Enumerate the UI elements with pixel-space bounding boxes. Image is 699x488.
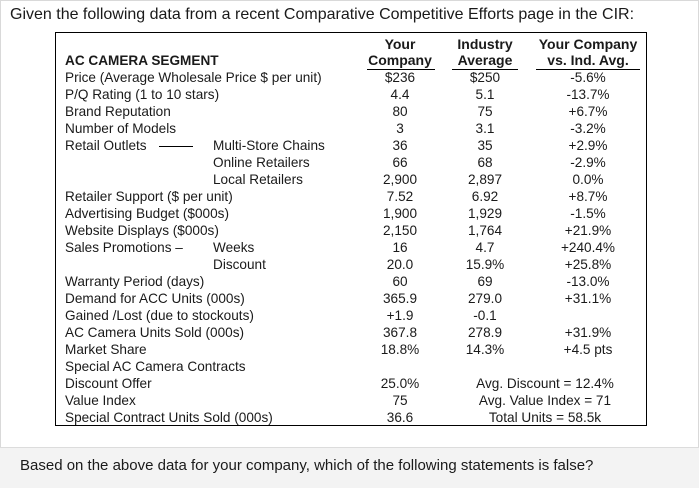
- special-contracts-title: Special AC Camera Contracts: [65, 359, 246, 374]
- retail-outlets-dash: [159, 146, 193, 147]
- header-your-company: Your Company: [368, 36, 432, 68]
- table-row: Advertising Budget ($000s) 1,900 1,929 -1.5%: [65, 206, 606, 221]
- table-row: Local Retailers 2,900 2,897 0.0%: [213, 172, 604, 187]
- table-row: P/Q Rating (1 to 10 stars) 4.4 5.1 -13.7%: [65, 87, 610, 102]
- table-row: Sales Promotions – Weeks 16 4.7 +240.4%: [65, 240, 616, 255]
- table-row: Demand for ACC Units (000s) 365.9 279.0 +31.1%: [65, 291, 612, 306]
- table-row: Discount 20.0 15.9% +25.8%: [213, 257, 612, 272]
- table-row: AC Camera Units Sold (000s) 367.8 278.9 +31.9%: [65, 325, 612, 340]
- special-units-row: Special Contract Units Sold (000s) 36.6 Total Units = 58.5k: [65, 410, 602, 425]
- table-row: Number of Models 3 3.1 -3.2%: [65, 121, 606, 136]
- table-row: Gained /Lost (due to stockouts) +1.9 -0.1: [65, 308, 497, 323]
- table-row: Price (Average Wholesale Price $ per unit) $236 $250 -5.6%: [65, 70, 606, 85]
- segment-title: AC CAMERA SEGMENT: [65, 53, 219, 68]
- table-row: Retail Outlets Multi-Store Chains 36 35 +2.9%: [65, 138, 608, 153]
- special-discount-row: Discount Offer 25.0% Avg. Discount = 12.4%: [65, 376, 614, 391]
- table-row: Online Retailers 66 68 -2.9%: [213, 155, 606, 170]
- header-industry-average: Industry Average: [457, 36, 513, 68]
- table-row: Retailer Support ($ per unit) 7.52 6.92 +8.7%: [65, 189, 608, 204]
- table-row: Warranty Period (days) 60 69 -13.0%: [65, 274, 610, 289]
- segment-title-row: [56, 52, 646, 69]
- table-row: Market Share 18.8% 14.3% +4.5 pts: [65, 342, 613, 357]
- cir-data-table: [55, 32, 647, 426]
- question-text: Based on the above data for your company, which of the following statements is false?: [20, 457, 594, 474]
- special-value-row: Value Index 75 Avg. Value Index = 71: [65, 393, 612, 408]
- header-vs-industry: Your Company vs. Ind. Avg.: [538, 36, 638, 68]
- table-row: Website Displays ($000s) 2,150 1,764 +21.9%: [65, 223, 612, 238]
- special-contracts-title-row: [56, 358, 646, 375]
- table-row: Brand Reputation 80 75 +6.7%: [65, 104, 608, 119]
- intro-text: Given the following data from a recent Comparative Competitive Efforts page in the CIR:: [10, 6, 635, 23]
